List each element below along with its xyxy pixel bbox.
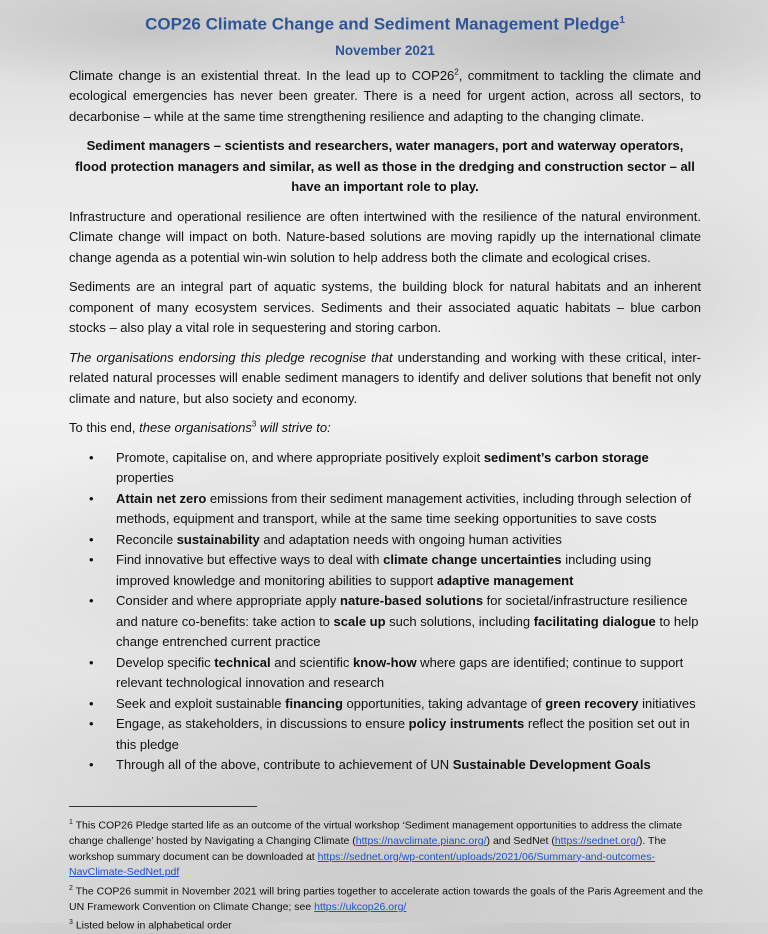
item-text: to help change entrenched current practice <box>116 613 699 650</box>
footnote-text: ). The workshop summary document can be downloaded at <box>69 835 667 863</box>
title-text: COP26 Climate Change and Sediment Management Pledge <box>145 14 620 34</box>
list-item <box>69 530 701 551</box>
item-text: opportunities, taking advantage of <box>342 695 546 711</box>
item-text: reflect the position set out in this pledge <box>116 716 690 752</box>
item-bold: scale up <box>333 613 386 629</box>
item-text: Reconcile <box>116 531 177 547</box>
pledge-list <box>69 448 701 776</box>
list-item <box>69 653 701 694</box>
item-bold: policy instruments <box>408 716 525 732</box>
footnote-ref-2[interactable]: 2 <box>454 67 459 77</box>
item-text: including using improved knowledge and monitoring abilities to support <box>116 552 652 588</box>
list-item <box>69 550 701 591</box>
footnote-number: 1 <box>69 819 73 826</box>
list-item <box>69 448 701 489</box>
footnote-text: This COP26 Pledge started life as an outcome of the virtual workshop ‘Sediment management opportunities to address the climate change challenge’ hosted by Navigating a Changing Climate ( <box>69 819 683 847</box>
navclimate-link[interactable]: https://navclimate.pianc.org/ <box>355 835 487 847</box>
item-text: and scientific <box>270 654 354 670</box>
item-text: Through all of the above, contribute to achievement of UN <box>116 757 453 773</box>
footnote-ref-3[interactable]: 3 <box>251 419 257 429</box>
footnotes <box>69 815 709 934</box>
footnote-2 <box>69 881 709 916</box>
list-item <box>69 489 701 530</box>
footnote-divider <box>69 806 257 807</box>
workshop-summary-link[interactable]: https://sednet.org/wp-content/uploads/2021/06/Summary-and-outcomes-NavClimate-SedNet.pdf <box>69 850 655 878</box>
item-text: Seek and exploit sustainable <box>116 695 286 711</box>
sediments-paragraph: Sediments are an integral part of aquatic systems, the building block for natural habitats and an inherent component of many ecosystem services. Sediments and their associated aquatic habitats – blue carbon stocks – also play a vital role in sequestering and storing carbon. <box>69 279 701 336</box>
item-bold: Attain net zero <box>116 490 207 506</box>
item-bold: financing <box>285 695 343 711</box>
para-text: To this end, <box>69 420 140 436</box>
item-text: Promote, capitalise on, and where appropriate positively exploit <box>116 449 484 465</box>
recognition-paragraph <box>69 348 701 410</box>
item-bold: Sustainable Development Goals <box>452 757 651 773</box>
item-text: initiatives <box>638 695 696 711</box>
item-text: and adaptation needs with ongoing human activities <box>259 531 562 547</box>
item-text: Consider and where appropriate apply <box>116 593 341 609</box>
page-title <box>69 10 701 36</box>
item-bold: climate change uncertainties <box>383 552 562 568</box>
para-italic: these organisations <box>139 420 252 436</box>
item-bold: facilitating dialogue <box>533 613 656 629</box>
list-item <box>69 591 701 653</box>
bullet-icon: • <box>89 449 94 465</box>
bullet-icon: • <box>89 531 94 547</box>
bullet-icon: • <box>89 490 94 506</box>
bullet-icon: • <box>89 593 94 609</box>
footnote-ref-1[interactable]: 1 <box>619 15 625 26</box>
item-bold: technical <box>214 654 271 670</box>
item-text: Engage, as stakeholders, in discussions to ensure <box>116 716 409 732</box>
item-text: properties <box>116 470 174 486</box>
item-bold: know-how <box>353 654 417 670</box>
item-bold: sustainability <box>176 531 260 547</box>
item-text: Find innovative but effective ways to deal with <box>116 552 384 568</box>
item-text: Develop specific <box>116 654 215 670</box>
para-italic: will strive to: <box>256 420 331 436</box>
item-text: for societal/infrastructure resilience and nature co-benefits: take action to <box>116 593 688 629</box>
ukcop26-link[interactable]: https://ukcop26.org/ <box>314 900 407 913</box>
bullet-icon: • <box>89 552 94 568</box>
item-text: emissions from their sediment management activities, including through selection of methods, equipment and transport, while at the same time seeking opportunities to save costs <box>116 490 692 527</box>
footnote-3 <box>69 915 709 934</box>
item-bold: sediment’s carbon storage <box>483 449 649 465</box>
para-text: Climate change is an existential threat. In the lead up to COP26 <box>69 67 455 83</box>
item-bold: nature-based solutions <box>340 593 484 609</box>
item-bold: adaptive management <box>436 572 574 588</box>
footnote-text: The COP26 summit in November 2021 will bring parties together to accelerate action towards the goals of the Paris Agreement and the UN Framework Convention on Climate Change; see <box>69 885 704 913</box>
footnote-text: ) and SedNet ( <box>486 835 555 847</box>
resilience-paragraph: Infrastructure and operational resilience are often intertwined with the resilience of the natural environment. Climate change will impact on both. Nature-based solutions are moving rapidly up the international climate change agenda as a potential win-win solution to help address both the climate and ecological crises. <box>69 208 701 265</box>
para-text: , commitment to tackling the climate and ecological emergencies has never been greater. There is a need for urgent action, across all sectors, to decarbonise – while at the same time strengthening resilience and adapting to the changing climate. <box>69 67 701 124</box>
bullet-icon: • <box>89 757 94 773</box>
document-date: November 2021 <box>335 42 435 58</box>
list-item <box>69 714 701 755</box>
para-text: understanding and working with these critical, inter-related natural processes will enable sediment managers to identify and deliver solutions that benefit not only climate and nature, but also society and economy. <box>69 349 701 406</box>
bullet-icon: • <box>89 716 94 732</box>
bullet-icon: • <box>89 654 94 670</box>
footnote-number: 2 <box>69 884 73 892</box>
footnote-number: 3 <box>69 919 73 926</box>
para-italic: The organisations endorsing this pledge recognise that <box>69 349 393 365</box>
footnote-text: Listed below in alphabetical order <box>72 919 232 932</box>
sediment-managers-statement: Sediment managers – scientists and researchers, water managers, port and waterway operators, flood protection managers and similar, as well as those in the dredging and construction sector – all have an important role to play. <box>75 138 695 195</box>
list-item <box>69 755 701 776</box>
sednet-link[interactable]: https://sednet.org/ <box>554 835 639 847</box>
footnote-1 <box>69 815 709 881</box>
strive-intro <box>69 418 701 439</box>
list-item <box>69 694 701 715</box>
pledge-document <box>69 0 701 776</box>
item-text: such solutions, including <box>385 613 534 629</box>
bullet-icon: • <box>89 695 94 711</box>
item-bold: green recovery <box>545 695 639 711</box>
intro-paragraph <box>69 66 701 128</box>
item-text: where gaps are identified; continue to support relevant technological innovation and research <box>116 654 684 691</box>
